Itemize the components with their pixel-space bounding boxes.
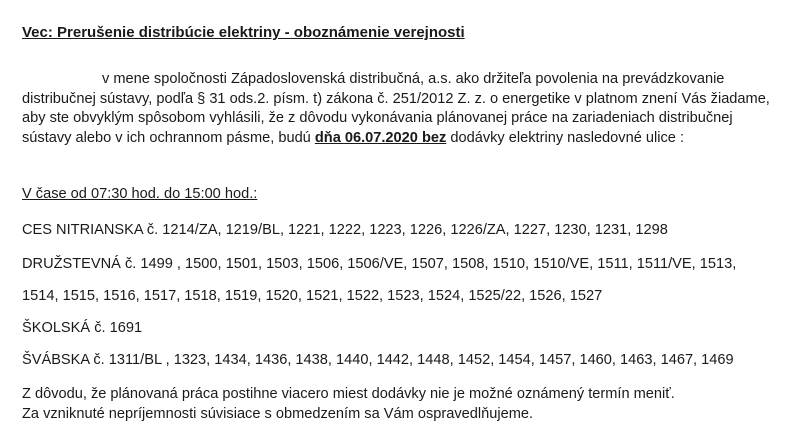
street-line: ŠKOLSKÁ č. 1691 [22, 320, 143, 336]
intro-text-end: dodávky elektriny nasledovné ulice : [450, 129, 684, 146]
closing-paragraph [22, 384, 782, 424]
street-line: DRUŽSTEVNÁ č. 1499 , 1500, 1501, 1503, 1506, 1506/VE, 1507, 1508, 1510, 1510/VE, 1511, 1511/VE, 1513, [22, 256, 737, 272]
time-range: V čase od 07:30 hod. do 15:00 hod.: [22, 186, 258, 202]
outage-date: dňa 06.07.2020 bez [314, 129, 447, 146]
intro-text: v mene spoločnosti Západoslovenská distribučná, a.s. ako držiteľa povolenia na prevádzkovanie distribučnej sústavy, podľa § 31 ods.2. písm. t) zákona č. 251/2012 Z. z. o energetike v platnom znení Vás žiadame, aby ste obvyklým spôsobom vyhlásili, že z dôvodu vykonávania plánovanej práce na zariadeniach distribučnej sústavy alebo v ich ochrannom pásme, budú [22, 71, 770, 146]
street-line: ŠVÁBSKA č. 1311/BL , 1323, 1434, 1436, 1438, 1440, 1442, 1448, 1452, 1454, 1457, 1460, 1463, 1467, 1469 [22, 352, 734, 368]
street-line: 1514, 1515, 1516, 1517, 1518, 1519, 1520, 1521, 1522, 1523, 1524, 1525/22, 1526, 1527 [22, 288, 603, 304]
closing-line: Za vzniknuté nepríjemnosti súvisiace s obmedzením sa Vám ospravedlňujeme. [22, 406, 534, 422]
street-line: CES NITRIANSKA č. 1214/ZA, 1219/BL, 1221, 1222, 1223, 1226, 1226/ZA, 1227, 1230, 1231, 1298 [22, 222, 668, 238]
closing-line: Z dôvodu, že plánovaná práca postihne viacero miest dodávky nie je možné oznámený termín meniť. [22, 386, 675, 402]
subject-line: Vec: Prerušenie distribúcie elektriny - oboznámenie verejnosti [22, 24, 465, 41]
intro-paragraph [22, 70, 782, 148]
